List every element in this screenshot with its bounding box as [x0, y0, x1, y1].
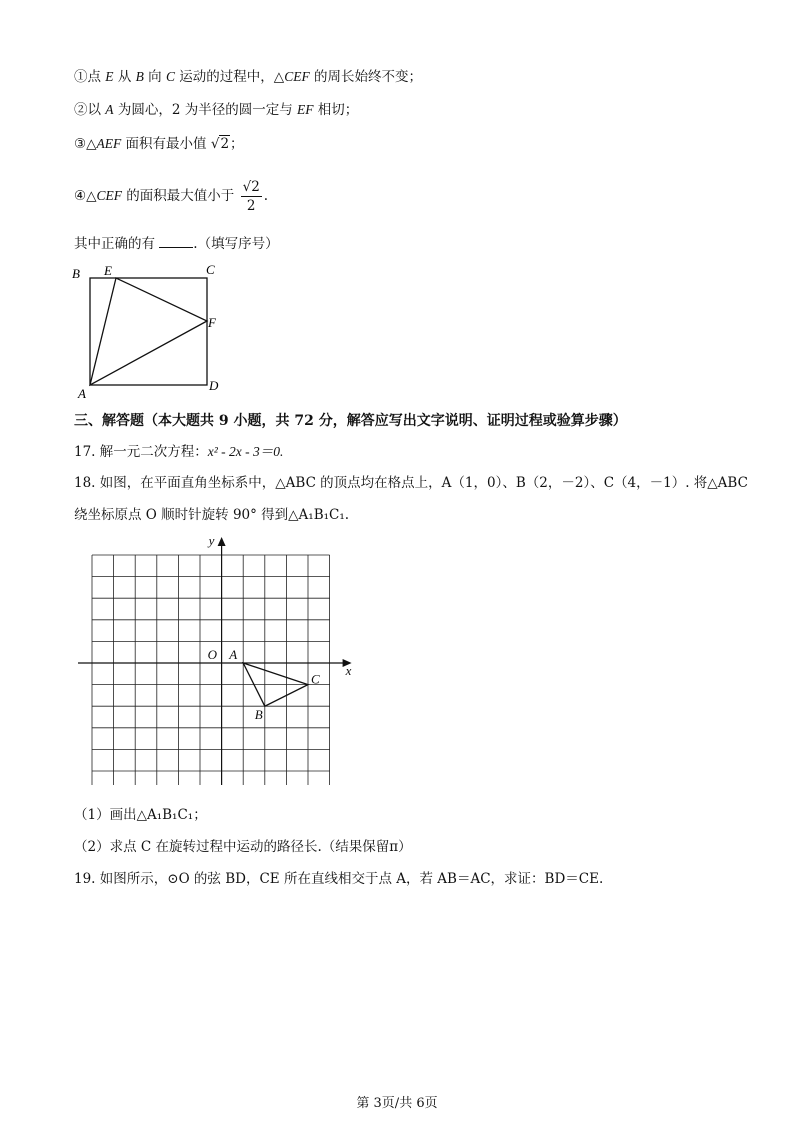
page-footer: 第 3页/共 6页: [356, 1096, 438, 1111]
label-e: E: [104, 263, 112, 278]
label-b: B: [72, 266, 80, 281]
coordinate-grid: [70, 535, 360, 785]
statement-2: ②以 A 为圆心，2 为半径的圆一定与 EF 相切；: [74, 102, 359, 118]
fraction-sqrt2-over-2: $\frac{√2}{2}$: [242, 179, 260, 214]
section-heading: 三、解答题（本大题共 9 小题，共 72 分，解答应写出文字说明、证明过程或验算步骤）: [74, 413, 627, 429]
point-c-label: C: [311, 671, 320, 687]
y-axis-arrow: [218, 537, 226, 546]
x-axis-label: x: [345, 663, 352, 678]
question-18-line1: 18. 如图，在平面直角坐标系中，△ABC 的顶点均在格点上，A（1，0）、B（2，－2）、C（4，－1）. 将△ABC: [74, 475, 748, 491]
fill-in-prompt: 其中正确的有 .（填写序号）: [74, 236, 279, 252]
label-c: C: [206, 262, 215, 277]
triangle-aef: [90, 278, 207, 385]
question-18-line2: 绕坐标原点 O 顺时针旋转 90° 得到△A₁B₁C₁.: [74, 507, 350, 523]
square-figure: [68, 262, 228, 402]
statement-4: ④△CEF 的面积最大值小于 $\frac{√2}{2}$ .: [74, 179, 269, 214]
answer-blank: [159, 235, 193, 248]
sqrt-2: √2: [210, 136, 230, 152]
statement-3: ③△AEF 面积有最小值 √2；: [74, 136, 244, 152]
question-18-part1: （1）画出△A₁B₁C₁；: [74, 807, 207, 823]
label-a: A: [78, 386, 86, 401]
question-19: 19. 如图所示，⊙O 的弦 BD，CE 所在直线相交于点 A，若 AB＝AC，求证：BD＝CE.: [74, 871, 604, 887]
point-a-label: A: [229, 647, 238, 662]
question-18-part2: （2）求点 C 在旋转过程中运动的路径长.（结果保留π）: [74, 839, 412, 855]
label-d: D: [209, 378, 219, 393]
label-f: F: [208, 315, 216, 330]
question-17: 17. 解一元二次方程：x² - 2x - 3＝0.: [74, 444, 284, 460]
origin-label: O: [207, 647, 217, 662]
y-axis-label: y: [208, 535, 215, 548]
point-b-label: B: [254, 707, 263, 723]
statement-1: ①点 E 从 B 向 C 运动的过程中，△CEF 的周长始终不变；: [74, 69, 422, 85]
